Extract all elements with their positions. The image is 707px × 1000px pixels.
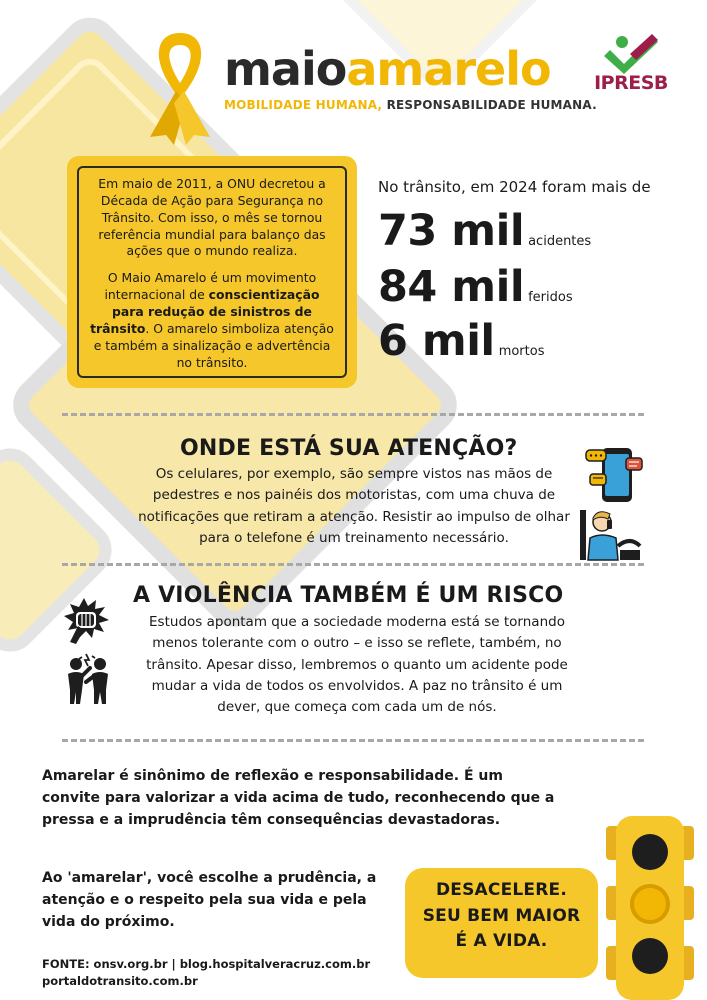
section-divider [62,739,644,742]
source-credits [42,956,422,991]
stat-label: feridos [528,290,573,305]
tagline-yellow: MOBILIDADE HUMANA, [224,98,383,112]
cta-line-3: É A VIDA. [455,931,548,951]
source-line-2: portaldotransito.com.br [42,974,198,989]
stat-injured [378,262,573,312]
source-line-1: FONTE: onsv.org.br | blog.hospitalveracruz.com.br [42,957,371,971]
stat-deaths [378,316,544,366]
info-box [67,156,357,388]
stat-accidents [378,206,591,256]
driver-on-phone-icon [578,506,642,564]
stats-intro: No trânsito, em 2024 foram mais de [378,178,651,196]
closing-paragraph-1: Amarelar é sinônimo de reflexão e responsabilidade. É um convite para valorizar a vida acima de tudo, reconhecendo que a pressa e a imprudência têm consequências devastadoras. [42,768,555,828]
cta-line-2: SEU BEM MAIOR [422,905,581,926]
stat-value: 6 mil [378,316,495,366]
campaign-tagline [224,98,597,112]
info-paragraph-2: O Maio Amarelo é um movimento internacional de conscientização para redução de sinistros de trânsito. O amarelo simboliza atenção e também a sinalização e advertência no trânsito. [90,270,334,370]
closing-paragraph-2: Ao 'amarelar', você escolhe a prudência, a atenção e o respeito pela sua vida e pela vida do próximo. [42,870,377,930]
stat-label: mortos [498,344,545,359]
violence-title: A VIOLÊNCIA TAMBÉM É UM RISCO [133,583,564,608]
info-paragraph-1: Em maio de 2011, a ONU decretou a Década de Ação para Segurança no Trânsito. Com isso, o mês se tornou referência mundial para balanço das ações que o mundo realiza. [98,176,326,259]
info-highlight: conscientização para redução de sinistros de trânsito [90,287,320,336]
traffic-light-icon [600,800,700,1000]
violence-text: Estudos apontam que a sociedade moderna está se tornando menos tolerante com o outro – e isso se reflete, também, no trânsito. Apesar disso, lembremos o quanto um acidente pode mudar a vida de todos os envolvidos. A paz no trânsito é um dever, que começa com cada um de nós. [146,614,568,716]
stat-value: 84 mil [378,262,525,312]
stat-value: 73 mil [378,206,525,256]
partner-logo-mark-icon [590,30,670,74]
awareness-ribbon-icon [140,25,220,145]
phone-notifications-icon [584,444,646,506]
attention-title: ONDE ESTÁ SUA ATENÇÃO? [180,436,518,461]
attention-text: Os celulares, por exemplo, são sempre vistos nas mãos de pedestres e nos painéis dos motoristas, com uma chuva de notificações que retiram a atenção. Resistir ao impulso de olhar para o telefone é um treinamento necessário. [138,466,570,546]
section-divider [62,413,644,416]
partner-logo [590,30,670,100]
section-divider [62,563,644,566]
campaign-logo [224,42,551,96]
tagline-dark: RESPONSABILIDADE HUMANA. [382,98,597,112]
call-to-action-box [405,868,598,978]
fist-impact-icon [62,596,112,644]
logo-word-yellow: amarelo [346,42,551,96]
cta-line-1: DESACELERE. [435,880,568,900]
partner-logo-text: IPRESB [594,72,668,94]
stat-label: acidentes [528,234,592,249]
logo-word-dark: maio [224,42,347,96]
arguing-people-icon [62,652,114,704]
